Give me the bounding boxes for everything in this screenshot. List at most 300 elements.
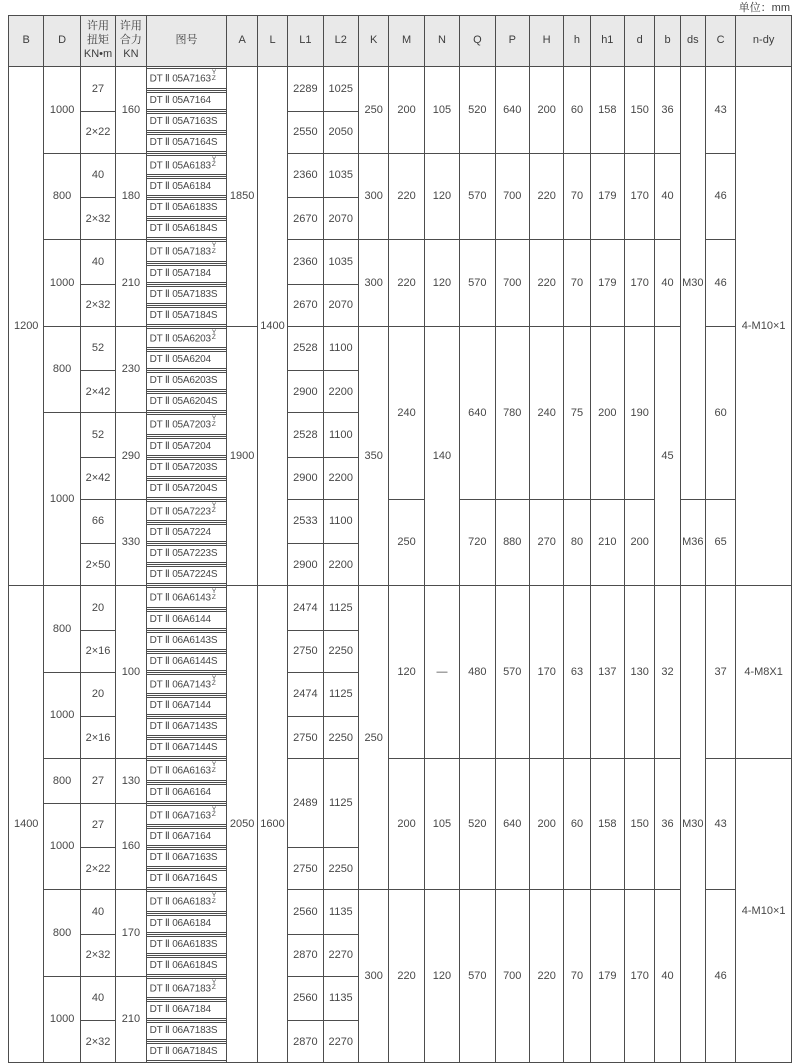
cell-d: 150: [625, 759, 655, 890]
cell-torque: 52: [80, 326, 115, 371]
cell-b: 36: [655, 67, 680, 154]
cell-C: 43: [705, 759, 735, 890]
cell-P: 780: [495, 326, 529, 499]
cell-H: 220: [529, 890, 563, 1063]
cell-h1: 200: [590, 326, 624, 499]
cell-d: 170: [625, 153, 655, 240]
header-L1: L1: [288, 16, 323, 67]
header-B: B: [9, 16, 44, 67]
drawing-number: DT Ⅱ 05A7184: [147, 265, 227, 283]
cell-force: 100: [116, 586, 146, 759]
cell-L1: 2750: [288, 630, 323, 672]
cell-drawing: [146, 976, 227, 1000]
cell-drawing: [146, 499, 227, 523]
cell-C: 65: [705, 499, 735, 586]
cell-Q: 570: [460, 890, 495, 1063]
cell-H: 200: [529, 67, 563, 154]
cell-Q: 640: [460, 326, 495, 499]
cell-drawing: [146, 371, 227, 392]
cell-drawing: [146, 630, 227, 651]
cell-drawing: [146, 90, 227, 111]
cell-L1: 2560: [288, 976, 323, 1021]
header-C: C: [705, 16, 735, 67]
cell-K: 250: [358, 586, 388, 890]
cell-drawing: [146, 738, 227, 759]
table-row: [9, 586, 792, 610]
drawing-number: DT Ⅱ 05A7224: [147, 524, 227, 542]
cell-drawing: [146, 803, 227, 827]
cell-h: 80: [564, 499, 590, 586]
cell-force: 230: [116, 326, 146, 413]
cell-n_dy: 4-M8X1: [736, 586, 792, 759]
cell-b: 40: [655, 153, 680, 240]
drawing-number: DT Ⅱ 06A7143Y Z: [147, 674, 227, 695]
cell-d: 150: [625, 67, 655, 154]
cell-d: 170: [625, 890, 655, 1063]
cell-L1: 2750: [288, 848, 323, 890]
cell-d: 130: [625, 586, 655, 759]
cell-L1: 2870: [288, 934, 323, 976]
table-row: [9, 240, 792, 264]
cell-D: 1000: [44, 67, 80, 154]
cell-torque: 2×32: [80, 934, 115, 976]
header-torque: 许用 扭矩 KN•m: [80, 16, 115, 67]
cell-b: 40: [655, 240, 680, 327]
cell-L2: 2270: [323, 934, 358, 976]
drawing-number: DT Ⅱ 06A7183S: [147, 1022, 227, 1040]
cell-L1: 2560: [288, 890, 323, 935]
drawing-number: DT Ⅱ 06A6184S: [147, 957, 227, 975]
cell-drawing: [146, 240, 227, 264]
cell-n_dy: 4-M10×1: [736, 67, 792, 586]
cell-drawing: [146, 436, 227, 457]
cell-torque: 2×32: [80, 284, 115, 326]
cell-L2: 2200: [323, 371, 358, 413]
cell-drawing: [146, 869, 227, 890]
cell-K: 250: [358, 67, 388, 154]
cell-L2: 1035: [323, 153, 358, 198]
cell-force: 170: [116, 890, 146, 977]
cell-L2: 2250: [323, 848, 358, 890]
cell-drawing: [146, 1000, 227, 1021]
cell-drawing: [146, 672, 227, 696]
cell-N: —: [424, 586, 459, 759]
cell-drawing: [146, 523, 227, 544]
cell-A: 2050: [227, 586, 257, 1063]
cell-D: 800: [44, 586, 80, 673]
header-h: h: [564, 16, 590, 67]
header-N: N: [424, 16, 459, 67]
header-h1: h1: [590, 16, 624, 67]
cell-M: 240: [389, 326, 424, 499]
cell-h: 60: [564, 67, 590, 154]
drawing-number: DT Ⅱ 06A6144S: [147, 653, 227, 671]
header-P: P: [495, 16, 529, 67]
cell-torque: 40: [80, 890, 115, 935]
cell-P: 640: [495, 759, 529, 890]
cell-drawing: [146, 177, 227, 198]
drawing-number: DT Ⅱ 06A7184S: [147, 1043, 227, 1061]
cell-M: 200: [389, 759, 424, 890]
cell-L1: 2474: [288, 672, 323, 717]
cell-M: 120: [389, 586, 424, 759]
cell-drawing: [146, 651, 227, 672]
cell-L2: 1035: [323, 240, 358, 285]
cell-L1: 2528: [288, 413, 323, 458]
cell-drawing: [146, 586, 227, 610]
cell-drawing: [146, 153, 227, 177]
yz-superscript: Y Z: [211, 69, 217, 82]
cell-L1: 2360: [288, 153, 323, 198]
cell-P: 700: [495, 240, 529, 327]
drawing-number: DT Ⅱ 05A7203Y Z: [147, 414, 227, 435]
yz-superscript: Y Z: [211, 978, 217, 991]
cell-torque: 2×50: [80, 544, 115, 586]
drawing-number: DT Ⅱ 06A7163S: [147, 849, 227, 867]
cell-P: 700: [495, 153, 529, 240]
header-M: M: [389, 16, 424, 67]
header-row: [9, 16, 792, 67]
cell-force: 160: [116, 67, 146, 154]
cell-force: 130: [116, 759, 146, 804]
cell-ds: M30: [680, 67, 705, 500]
cell-force: 180: [116, 153, 146, 240]
cell-M: 220: [389, 890, 424, 1063]
header-d: d: [625, 16, 655, 67]
cell-M: 200: [389, 67, 424, 154]
cell-Q: 480: [460, 586, 495, 759]
cell-torque: 2×42: [80, 371, 115, 413]
drawing-number: DT Ⅱ 06A6183Y Z: [147, 891, 227, 912]
drawing-number: DT Ⅱ 05A6203S: [147, 372, 227, 390]
cell-H: 200: [529, 759, 563, 890]
cell-L2: 1135: [323, 890, 358, 935]
drawing-number: DT Ⅱ 06A6163Y Z: [147, 760, 227, 781]
cell-P: 570: [495, 586, 529, 759]
cell-b: 36: [655, 759, 680, 890]
unit-label: 单位：mm: [738, 2, 790, 14]
cell-h1: 179: [590, 240, 624, 327]
cell-N: 120: [424, 890, 459, 1063]
cell-d: 170: [625, 240, 655, 327]
drawing-number: DT Ⅱ 05A7224S: [147, 566, 227, 584]
header-Q: Q: [460, 16, 495, 67]
yz-superscript: Y Z: [211, 805, 217, 818]
header-D: D: [44, 16, 80, 67]
cell-drawing: [146, 717, 227, 738]
cell-drawing: [146, 413, 227, 437]
cell-drawing: [146, 305, 227, 326]
table-row: [9, 326, 792, 350]
drawing-number: DT Ⅱ 05A7163Y Z: [147, 68, 227, 89]
cell-torque: 20: [80, 586, 115, 631]
cell-L1: 2533: [288, 499, 323, 544]
cell-A: 1900: [227, 326, 257, 586]
drawing-number: DT Ⅱ 06A7143S: [147, 718, 227, 736]
cell-K: 300: [358, 153, 388, 240]
drawing-number: DT Ⅱ 05A7183S: [147, 286, 227, 304]
cell-L1: 2670: [288, 198, 323, 240]
drawing-number: DT Ⅱ 05A6184S: [147, 220, 227, 238]
cell-drawing: [146, 565, 227, 586]
drawing-number: DT Ⅱ 06A6143Y Z: [147, 587, 227, 608]
cell-drawing: [146, 934, 227, 955]
yz-superscript: Y Z: [211, 242, 217, 255]
cell-torque: 27: [80, 803, 115, 848]
cell-L2: 2250: [323, 630, 358, 672]
drawing-number: DT Ⅱ 05A6203Y Z: [147, 328, 227, 349]
cell-torque: 2×16: [80, 717, 115, 759]
cell-Q: 520: [460, 759, 495, 890]
cell-h: 70: [564, 240, 590, 327]
header-L: L: [257, 16, 287, 67]
header-A: A: [227, 16, 257, 67]
cell-L1: 2750: [288, 717, 323, 759]
cell-h1: 210: [590, 499, 624, 586]
cell-drawing: [146, 350, 227, 371]
drawing-number: DT Ⅱ 05A7164S: [147, 134, 227, 152]
cell-L2: 1100: [323, 326, 358, 371]
cell-D: 1000: [44, 672, 80, 759]
drawing-number: DT Ⅱ 06A7164S: [147, 870, 227, 888]
cell-torque: 66: [80, 499, 115, 544]
cell-H: 220: [529, 153, 563, 240]
cell-A: 1850: [227, 67, 257, 327]
yz-superscript: Y Z: [211, 892, 217, 905]
cell-Q: 720: [460, 499, 495, 586]
cell-D: 800: [44, 326, 80, 413]
cell-h: 70: [564, 890, 590, 1063]
drawing-number: DT Ⅱ 05A7223Y Z: [147, 501, 227, 522]
cell-torque: 2×32: [80, 198, 115, 240]
cell-L: 1400: [257, 67, 287, 586]
cell-force: 330: [116, 499, 146, 586]
cell-drawing: [146, 263, 227, 284]
header-ds: ds: [680, 16, 705, 67]
header-force: 许用 合力 KN: [116, 16, 146, 67]
cell-L2: 2200: [323, 544, 358, 586]
drawing-number: DT Ⅱ 05A7183Y Z: [147, 241, 227, 262]
cell-N: 105: [424, 759, 459, 890]
cell-b: 40: [655, 890, 680, 1063]
cell-N: 120: [424, 240, 459, 327]
cell-h1: 179: [590, 153, 624, 240]
cell-torque: 40: [80, 153, 115, 198]
cell-drawing: [146, 544, 227, 565]
cell-C: 43: [705, 67, 735, 154]
yz-superscript: Y Z: [211, 415, 217, 428]
cell-drawing: [146, 759, 227, 783]
cell-L: 1600: [257, 586, 287, 1063]
cell-L2: 2200: [323, 457, 358, 499]
drawing-number: DT Ⅱ 06A7183Y Z: [147, 978, 227, 999]
cell-torque: 40: [80, 976, 115, 1021]
cell-drawing: [146, 1021, 227, 1042]
cell-drawing: [146, 284, 227, 305]
cell-L1: 2289: [288, 67, 323, 112]
cell-N: 120: [424, 153, 459, 240]
cell-h: 63: [564, 586, 590, 759]
cell-L2: 2070: [323, 198, 358, 240]
cell-h: 60: [564, 759, 590, 890]
cell-L2: 1125: [323, 759, 358, 848]
cell-ds: M36: [680, 499, 705, 586]
drawing-number: DT Ⅱ 05A7203S: [147, 459, 227, 477]
cell-drawing: [146, 609, 227, 630]
cell-h1: 158: [590, 67, 624, 154]
header-H: H: [529, 16, 563, 67]
cell-L1: 2550: [288, 111, 323, 153]
table-row: [9, 153, 792, 177]
drawing-number: DT Ⅱ 05A6204: [147, 351, 227, 369]
cell-drawing: [146, 132, 227, 153]
cell-ds: M30: [680, 586, 705, 1063]
table-row: [9, 890, 792, 914]
cell-K: 300: [358, 240, 388, 327]
cell-H: 220: [529, 240, 563, 327]
header-n_dy: n-dy: [736, 16, 792, 67]
yz-superscript: Y Z: [211, 155, 217, 168]
cell-M: 250: [389, 499, 424, 586]
header-K: K: [358, 16, 388, 67]
cell-drawing: [146, 198, 227, 219]
cell-D: 800: [44, 890, 80, 977]
drawing-number: DT Ⅱ 05A7223S: [147, 545, 227, 563]
cell-torque: 20: [80, 672, 115, 717]
cell-B: 1400: [9, 586, 44, 1063]
cell-drawing: [146, 782, 227, 803]
cell-h1: 179: [590, 890, 624, 1063]
cell-force: 160: [116, 803, 146, 890]
cell-drawing: [146, 219, 227, 240]
cell-b: 32: [655, 586, 680, 759]
cell-L2: 1100: [323, 413, 358, 458]
cell-L2: 1125: [323, 672, 358, 717]
cell-Q: 570: [460, 153, 495, 240]
drawing-number: DT Ⅱ 05A7204S: [147, 480, 227, 498]
cell-h: 75: [564, 326, 590, 499]
cell-L1: 2489: [288, 759, 323, 848]
header-b: b: [655, 16, 680, 67]
cell-D: 1000: [44, 976, 80, 1063]
cell-L2: 2250: [323, 717, 358, 759]
cell-drawing: [146, 457, 227, 478]
cell-D: 800: [44, 153, 80, 240]
cell-L1: 2474: [288, 586, 323, 631]
cell-torque: 52: [80, 413, 115, 458]
drawing-number: DT Ⅱ 05A7163S: [147, 113, 227, 131]
cell-L2: 1125: [323, 586, 358, 631]
drawing-number: DT Ⅱ 05A6183Y Z: [147, 155, 227, 176]
cell-n_dy: 4-M10×1: [736, 759, 792, 1063]
yz-superscript: Y Z: [211, 588, 217, 601]
cell-L2: 1025: [323, 67, 358, 112]
table-row: [9, 759, 792, 783]
cell-d: 200: [625, 499, 655, 586]
cell-drawing: [146, 326, 227, 350]
drawing-number: DT Ⅱ 05A7204: [147, 438, 227, 456]
cell-L2: 1100: [323, 499, 358, 544]
cell-C: 60: [705, 326, 735, 499]
drawing-number: DT Ⅱ 05A7164: [147, 92, 227, 110]
cell-D: 1000: [44, 240, 80, 327]
cell-B: 1200: [9, 67, 44, 586]
cell-force: 210: [116, 240, 146, 327]
cell-L2: 2270: [323, 1021, 358, 1063]
cell-drawing: [146, 696, 227, 717]
section-B1400: [9, 586, 792, 1063]
cell-L1: 2870: [288, 1021, 323, 1063]
drawing-number: DT Ⅱ 05A6204S: [147, 393, 227, 411]
cell-torque: 2×16: [80, 630, 115, 672]
header-L2: L2: [323, 16, 358, 67]
cell-C: 46: [705, 153, 735, 240]
header-drawing: 图号: [146, 16, 227, 67]
cell-M: 220: [389, 240, 424, 327]
cell-N: 105: [424, 67, 459, 154]
cell-force: 210: [116, 976, 146, 1063]
cell-P: 700: [495, 890, 529, 1063]
cell-d: 190: [625, 326, 655, 499]
cell-drawing: [146, 67, 227, 91]
cell-drawing: [146, 1042, 227, 1063]
cell-torque: 27: [80, 67, 115, 112]
cell-H: 170: [529, 586, 563, 759]
drawing-number: DT Ⅱ 06A6183S: [147, 936, 227, 954]
cell-h1: 137: [590, 586, 624, 759]
cell-drawing: [146, 848, 227, 869]
cell-C: 37: [705, 586, 735, 759]
cell-torque: 2×22: [80, 111, 115, 153]
cell-P: 640: [495, 67, 529, 154]
cell-h: 70: [564, 153, 590, 240]
table-row: [9, 67, 792, 91]
yz-superscript: Y Z: [211, 674, 217, 687]
cell-Q: 570: [460, 240, 495, 327]
cell-drawing: [146, 955, 227, 976]
cell-C: 46: [705, 240, 735, 327]
cell-drawing: [146, 111, 227, 132]
yz-superscript: Y Z: [211, 501, 217, 514]
yz-superscript: Y Z: [211, 328, 217, 341]
cell-torque: 40: [80, 240, 115, 285]
drawing-number: DT Ⅱ 06A7163Y Z: [147, 805, 227, 826]
drawing-number: DT Ⅱ 06A6144: [147, 611, 227, 629]
cell-L1: 2528: [288, 326, 323, 371]
drawing-number: DT Ⅱ 06A7144S: [147, 739, 227, 757]
cell-N: 140: [424, 326, 459, 586]
spec-table: [8, 15, 792, 1063]
cell-h1: 158: [590, 759, 624, 890]
cell-P: 880: [495, 499, 529, 586]
cell-torque: 2×22: [80, 848, 115, 890]
cell-drawing: [146, 827, 227, 848]
cell-D: 800: [44, 759, 80, 804]
cell-torque: 2×42: [80, 457, 115, 499]
cell-L1: 2900: [288, 457, 323, 499]
cell-K: 350: [358, 326, 388, 586]
cell-Q: 520: [460, 67, 495, 154]
cell-D: 1000: [44, 413, 80, 586]
cell-drawing: [146, 478, 227, 499]
cell-torque: 27: [80, 759, 115, 804]
drawing-number: DT Ⅱ 06A7144: [147, 697, 227, 715]
cell-L1: 2670: [288, 284, 323, 326]
drawing-number: DT Ⅱ 05A6184: [147, 178, 227, 196]
cell-drawing: [146, 890, 227, 914]
drawing-number: DT Ⅱ 06A6164: [147, 784, 227, 802]
cell-torque: 2×32: [80, 1021, 115, 1063]
